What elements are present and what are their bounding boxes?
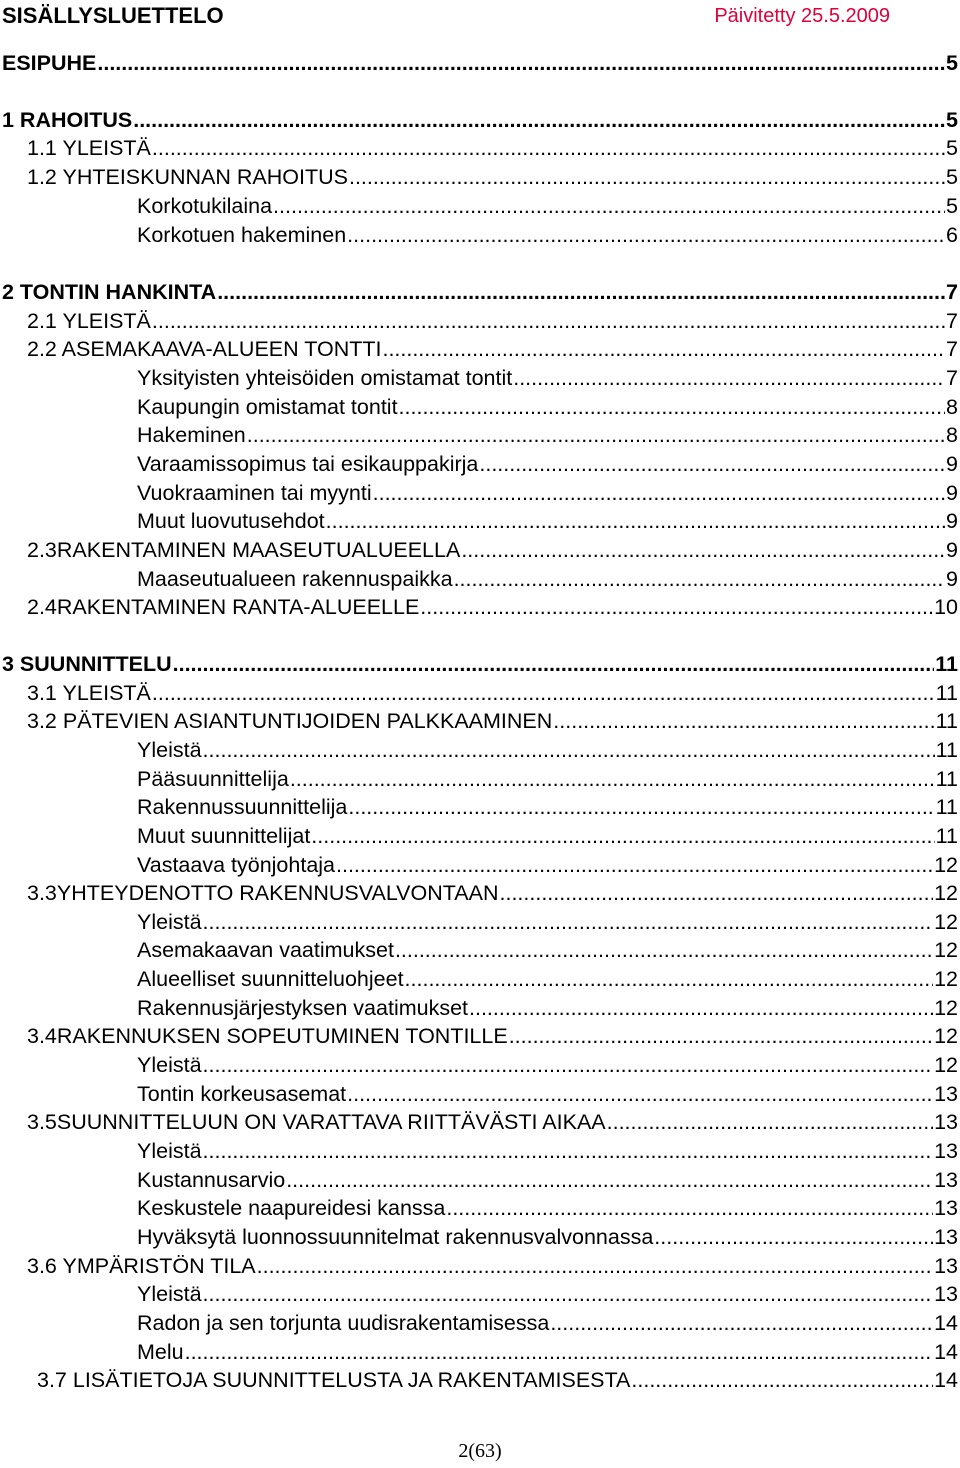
toc-entry[interactable]	[137, 994, 958, 1022]
toc-entry-label: Korkotukilaina	[137, 194, 273, 218]
toc-dot-leader	[446, 1194, 933, 1222]
toc-entry-page: 12	[934, 996, 958, 1020]
toc-entry-page: 11	[935, 652, 958, 676]
toc-entry-label: 1.1 YLEISTÄ	[27, 136, 151, 160]
toc-entry-label: 3.6 YMPÄRISTÖN TILA	[27, 1254, 256, 1278]
toc-entry[interactable]	[137, 793, 958, 821]
toc-entry[interactable]	[137, 908, 958, 936]
toc-entry[interactable]	[137, 1309, 958, 1337]
toc-entry-page: 9	[946, 452, 958, 476]
toc-dot-leader	[97, 49, 945, 77]
toc-dot-leader	[654, 1223, 933, 1251]
toc-entry-label: Pääsuunnittelija	[137, 767, 289, 791]
toc-entry-label: 1 RAHOITUS	[2, 108, 133, 132]
toc-dot-leader	[550, 1309, 933, 1337]
toc-entry-label: Vuokraaminen tai myynti	[137, 481, 372, 505]
document-title: SISÄLLYSLUETTELO	[2, 3, 224, 28]
toc-dot-leader	[607, 1108, 933, 1136]
toc-entry-page: 12	[934, 938, 958, 962]
toc-entry-label: 3.2 PÄTEVIEN ASIANTUNTIJOIDEN PALKKAAMINEN	[27, 709, 553, 733]
toc-dot-leader	[347, 1080, 933, 1108]
toc-entry-page: 11	[935, 681, 958, 705]
toc-entry-page: 7	[946, 280, 958, 304]
toc-dot-leader	[420, 593, 933, 621]
toc-dot-leader	[631, 1366, 933, 1394]
toc-entry-label: RAKENNUKSEN SOPEUTUMINEN TONTILLE	[56, 1024, 508, 1048]
toc-entry[interactable]	[137, 393, 958, 421]
toc-entry-label: Maaseutualueen rakennuspaikka	[137, 567, 453, 591]
toc-entry-number: 3.5	[27, 1110, 57, 1134]
toc-dot-leader	[152, 679, 935, 707]
toc-dot-leader	[217, 278, 945, 306]
toc-entry[interactable]	[137, 1194, 958, 1222]
toc-dot-leader	[461, 536, 945, 564]
toc-dot-leader	[257, 1252, 933, 1280]
toc-entry-page: 12	[934, 1024, 958, 1048]
toc-entry[interactable]	[27, 134, 958, 162]
toc-entry[interactable]	[137, 1051, 958, 1079]
toc-entry-label: SUUNNITTELUUN ON VARATTAVA RIITTÄVÄSTI AIKAA	[56, 1110, 606, 1134]
toc-entry[interactable]	[2, 278, 958, 306]
toc-dot-leader	[348, 793, 934, 821]
toc-entry-page: 11	[935, 709, 958, 733]
toc-dot-leader	[173, 650, 935, 678]
toc-entry-label: Yleistä	[137, 1282, 202, 1306]
toc-dot-leader	[203, 736, 935, 764]
toc-entry-label: 3.7 LISÄTIETOJA SUUNNITTELUSTA JA RAKENTAMISESTA	[37, 1368, 631, 1392]
page-header	[0, 2, 960, 32]
toc-entry[interactable]	[137, 965, 958, 993]
toc-entry-page: 13	[934, 1254, 958, 1278]
toc-entry-label: Alueelliset suunnitteluohjeet	[137, 967, 404, 991]
toc-entry-page: 5	[946, 165, 958, 189]
toc-dot-leader	[152, 134, 945, 162]
toc-dot-leader	[500, 879, 934, 907]
toc-entry-page: 7	[946, 366, 958, 390]
toc-entry-page: 13	[934, 1082, 958, 1106]
toc-entry-label: Keskustele naapureidesi kanssa	[137, 1196, 446, 1220]
toc-entry-label: RAKENTAMINEN MAASEUTUALUEELLA	[56, 538, 461, 562]
toc-entry[interactable]	[2, 106, 958, 134]
toc-entry[interactable]	[137, 1338, 958, 1366]
toc-entry-label: YHTEYDENOTTO RAKENNUSVALVONTAAN	[56, 881, 499, 905]
toc-entry[interactable]	[27, 1252, 958, 1280]
toc-dot-leader	[382, 335, 945, 363]
toc-entry-number: 3.4	[27, 1024, 57, 1048]
toc-entry-page: 7	[946, 309, 958, 333]
toc-dot-leader	[347, 221, 945, 249]
toc-entry-page: 9	[946, 481, 958, 505]
toc-entry-page: 11	[935, 738, 958, 762]
toc-entry[interactable]	[137, 479, 958, 507]
toc-entry-page: 5	[946, 51, 958, 75]
toc-dot-leader	[185, 1338, 933, 1366]
toc-entry-label: Muut luovutusehdot	[137, 509, 325, 533]
toc-entry-label: 3.1 YLEISTÄ	[27, 681, 151, 705]
toc-dot-leader	[469, 994, 933, 1022]
toc-entry[interactable]	[27, 163, 958, 191]
toc-entry[interactable]	[27, 679, 958, 707]
toc-dot-leader	[203, 908, 934, 936]
toc-entry-page: 12	[934, 1053, 958, 1077]
toc-entry-page: 9	[946, 567, 958, 591]
toc-dot-leader	[373, 479, 945, 507]
toc-entry-page: 12	[934, 910, 958, 934]
toc-entry[interactable]	[27, 707, 958, 735]
toc-entry-page: 13	[934, 1139, 958, 1163]
toc-entry-page: 13	[934, 1225, 958, 1249]
toc-entry[interactable]	[27, 1022, 958, 1050]
toc-entry[interactable]	[27, 335, 958, 363]
toc-entry[interactable]	[137, 822, 958, 850]
toc-entry[interactable]	[137, 936, 958, 964]
toc-entry-label: Yksityisten yhteisöiden omistamat tontit	[137, 366, 513, 390]
toc-entry[interactable]	[137, 1137, 958, 1165]
toc-dot-leader	[203, 1137, 934, 1165]
toc-entry-label: Yleistä	[137, 1053, 202, 1077]
toc-entry-label: Hakeminen	[137, 423, 246, 447]
toc-dot-leader	[336, 851, 933, 879]
toc-entry-page: 5	[946, 108, 958, 132]
toc-dot-leader	[286, 1166, 933, 1194]
toc-dot-leader	[203, 1280, 934, 1308]
toc-entry[interactable]	[137, 450, 958, 478]
toc-entry[interactable]	[2, 49, 958, 77]
toc-entry[interactable]	[27, 593, 958, 621]
toc-entry[interactable]	[137, 421, 958, 449]
toc-dot-leader	[326, 507, 945, 535]
toc-dot-leader	[513, 364, 945, 392]
toc-entry-page: 8	[946, 395, 958, 419]
toc-entry-page: 13	[934, 1110, 958, 1134]
toc-entry-label: Yleistä	[137, 1139, 202, 1163]
toc-entry-label: 2 TONTIN HANKINTA	[2, 280, 217, 304]
toc-dot-leader	[395, 936, 933, 964]
toc-entry[interactable]	[27, 307, 958, 335]
toc-dot-leader	[290, 765, 935, 793]
toc-entry-label: Asemakaavan vaatimukset	[137, 938, 394, 962]
toc-entry-label: 1.2 YHTEISKUNNAN RAHOITUS	[27, 165, 348, 189]
toc-entry[interactable]	[137, 851, 958, 879]
toc-entry[interactable]	[137, 192, 958, 220]
toc-entry[interactable]	[137, 765, 958, 793]
toc-entry[interactable]	[137, 221, 958, 249]
toc-entry[interactable]	[137, 1166, 958, 1194]
toc-entry[interactable]	[137, 1223, 958, 1251]
toc-entry[interactable]	[27, 1108, 958, 1136]
toc-entry-number: 2.3	[27, 538, 57, 562]
toc-entry[interactable]	[27, 536, 958, 564]
toc-entry-label: 3 SUUNNITTELU	[2, 652, 172, 676]
toc-dot-leader	[405, 965, 934, 993]
toc-entry-number: 2.4	[27, 595, 57, 619]
toc-entry-label: Muut suunnittelijat	[137, 824, 311, 848]
toc-entry-label: Yleistä	[137, 738, 202, 762]
toc-dot-leader	[399, 393, 945, 421]
toc-entry-page: 13	[934, 1168, 958, 1192]
toc-entry-label: 2.1 YLEISTÄ	[27, 309, 151, 333]
toc-entry-page: 14	[934, 1340, 958, 1364]
toc-entry[interactable]	[137, 736, 958, 764]
toc-dot-leader	[553, 707, 934, 735]
toc-entry-label: Vastaava työnjohtaja	[137, 853, 336, 877]
toc-entry-page: 12	[934, 881, 958, 905]
toc-dot-leader	[152, 307, 945, 335]
toc-dot-leader	[203, 1051, 934, 1079]
toc-entry-page: 11	[935, 795, 958, 819]
toc-entry-label: RAKENTAMINEN RANTA-ALUEELLE	[56, 595, 420, 619]
toc-entry-label: Radon ja sen torjunta uudisrakentamisessa	[137, 1311, 550, 1335]
toc-entry-label: Yleistä	[137, 910, 202, 934]
page-number: 2(63)	[458, 1440, 502, 1462]
toc-entry-page: 7	[946, 337, 958, 361]
toc-entry-label: 2.2 ASEMAKAAVA-ALUEEN TONTTI	[27, 337, 382, 361]
toc-entry-label: Kustannusarvio	[137, 1168, 286, 1192]
toc-entry-page: 9	[946, 509, 958, 533]
toc-entry-label: Korkotuen hakeminen	[137, 223, 347, 247]
toc-dot-leader	[273, 192, 945, 220]
toc-dot-leader	[311, 822, 934, 850]
toc-dot-leader	[454, 565, 945, 593]
toc-entry-label: Tontin korkeusasemat	[137, 1082, 347, 1106]
toc-entry-page: 6	[946, 223, 958, 247]
toc-entry-page: 11	[935, 767, 958, 791]
toc-entry-page: 5	[946, 194, 958, 218]
updated-date: Päivitetty 25.5.2009	[714, 5, 890, 27]
toc-entry-label: Kaupungin omistamat tontit	[137, 395, 398, 419]
toc-entry[interactable]	[137, 1080, 958, 1108]
toc-entry-page: 12	[934, 853, 958, 877]
toc-entry[interactable]	[27, 879, 958, 907]
toc-entry-label: ESIPUHE	[2, 51, 97, 75]
toc-entry[interactable]	[137, 507, 958, 535]
toc-dot-leader	[479, 450, 945, 478]
toc-dot-leader	[133, 106, 945, 134]
toc-entry-number: 3.3	[27, 881, 57, 905]
toc-dot-leader	[247, 421, 945, 449]
toc-entry-page: 13	[934, 1196, 958, 1220]
toc-entry[interactable]	[37, 1366, 958, 1394]
toc-entry-page: 12	[934, 967, 958, 991]
toc-dot-leader	[509, 1022, 933, 1050]
toc-entry-page: 10	[934, 595, 958, 619]
toc-entry-page: 14	[934, 1368, 958, 1392]
toc-entry-page: 9	[946, 538, 958, 562]
toc-entry[interactable]	[2, 650, 958, 678]
toc-entry-page: 5	[946, 136, 958, 160]
toc-entry-label: Rakennusjärjestyksen vaatimukset	[137, 996, 469, 1020]
toc-entry-label: Rakennussuunnittelija	[137, 795, 348, 819]
toc-entry-page: 8	[946, 423, 958, 447]
toc-entry-label: Hyväksytä luonnossuunnitelmat rakennusvalvonnassa	[137, 1225, 654, 1249]
toc-entry-label: Varaamissopimus tai esikauppakirja	[137, 452, 479, 476]
toc-entry[interactable]	[137, 364, 958, 392]
toc-entry-page: 11	[935, 824, 958, 848]
toc-entry-label: Melu	[137, 1340, 184, 1364]
toc-dot-leader	[349, 163, 945, 191]
toc-entry[interactable]	[137, 1280, 958, 1308]
toc-entry[interactable]	[137, 565, 958, 593]
toc-entry-page: 13	[934, 1282, 958, 1306]
toc-entry-page: 14	[934, 1311, 958, 1335]
